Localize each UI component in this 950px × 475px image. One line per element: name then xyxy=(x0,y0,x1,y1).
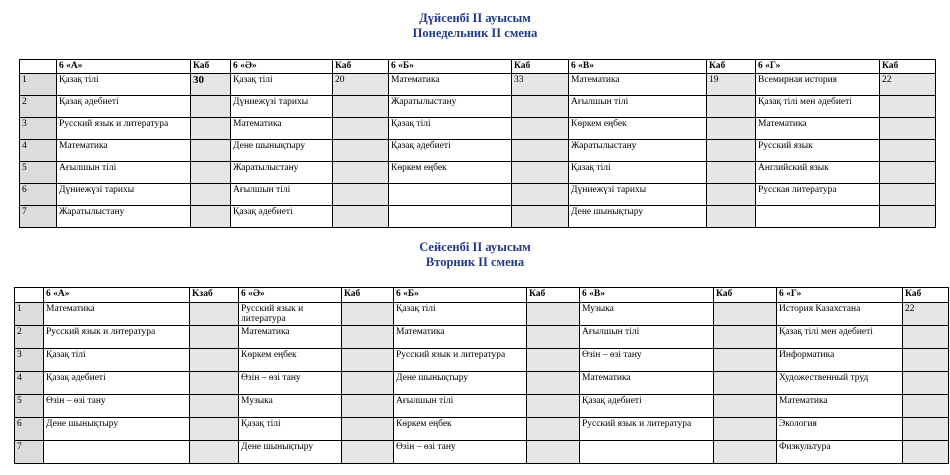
subject-cell: Қазақ тілі xyxy=(389,118,512,140)
header-cell: Kзаб xyxy=(190,288,239,303)
lesson-number: 7 xyxy=(20,206,57,228)
subject-cell: Русский язык и литература xyxy=(44,326,190,349)
subject-cell: Математика xyxy=(580,372,714,395)
subject-cell xyxy=(389,206,512,228)
lesson-number: 7 xyxy=(15,441,44,464)
table-row xyxy=(20,118,936,140)
subject-cell: Математика xyxy=(44,303,190,326)
table-row xyxy=(20,74,936,96)
room-cell xyxy=(512,96,569,118)
header-cell: 6 «А» xyxy=(57,60,191,74)
room-cell xyxy=(714,326,777,349)
subject-cell: Русский язык и литература xyxy=(394,349,527,372)
subject-cell: Математика xyxy=(756,118,880,140)
room-cell xyxy=(707,140,756,162)
room-cell xyxy=(903,418,949,441)
subject-cell: Русский язык и литература xyxy=(57,118,191,140)
subject-cell: Ағылшын тілі xyxy=(569,96,707,118)
subject-cell: Қазақ тілі xyxy=(57,74,191,96)
header-cell: Каб xyxy=(903,288,949,303)
header-cell: Каб xyxy=(880,60,936,74)
room-cell xyxy=(512,140,569,162)
subject-cell: Художественный труд xyxy=(777,372,903,395)
subject-cell: Математика xyxy=(394,326,527,349)
room-cell xyxy=(714,441,777,464)
room-cell xyxy=(191,118,231,140)
subject-cell: Қазақ тілі xyxy=(239,418,342,441)
room-cell xyxy=(714,372,777,395)
table-row xyxy=(15,303,949,326)
header-cell: 6 «Б» xyxy=(394,288,527,303)
room-cell xyxy=(333,162,389,184)
subject-cell: Көркем еңбек xyxy=(394,418,527,441)
subject-cell: Өзін – өзі тану xyxy=(44,395,190,418)
room-cell xyxy=(880,162,936,184)
monday-schedule-table xyxy=(19,59,936,228)
subject-cell: Математика xyxy=(57,140,191,162)
header-cell: 6 «А» xyxy=(44,288,190,303)
room-cell xyxy=(527,349,580,372)
lesson-number: 5 xyxy=(20,162,57,184)
room-cell xyxy=(527,303,580,326)
subject-cell xyxy=(756,206,880,228)
header-cell: 6 «Г» xyxy=(756,60,880,74)
room-cell xyxy=(342,372,394,395)
lesson-number: 3 xyxy=(20,118,57,140)
room-cell xyxy=(903,372,949,395)
subject-cell: История Казахстана xyxy=(777,303,903,326)
room-cell xyxy=(342,418,394,441)
room-cell: 30 xyxy=(191,74,231,96)
subject-cell: Жаратылыстану xyxy=(231,162,333,184)
room-cell xyxy=(333,96,389,118)
room-cell xyxy=(880,206,936,228)
header-cell xyxy=(20,60,57,74)
subject-cell: Қазақ тілі мен әдебиеті xyxy=(756,96,880,118)
monday-title-kz: Дүйсенбі ІІ ауысым xyxy=(419,11,531,25)
room-cell xyxy=(333,206,389,228)
lesson-number: 4 xyxy=(15,372,44,395)
header-cell: Каб xyxy=(512,60,569,74)
header-cell: Каб xyxy=(707,60,756,74)
table-row xyxy=(20,96,936,118)
subject-cell: Экология xyxy=(777,418,903,441)
header-cell: Каб xyxy=(342,288,394,303)
subject-cell: Дүниежүзі тарихы xyxy=(57,184,191,206)
subject-cell: Көркем еңбек xyxy=(569,118,707,140)
subject-cell: Өзін – өзі тану xyxy=(580,349,714,372)
room-cell xyxy=(333,118,389,140)
subject-cell: Қазақ тілі xyxy=(394,303,527,326)
subject-cell: Жаратылыстану xyxy=(389,96,512,118)
subject-cell: Английский язык xyxy=(756,162,880,184)
tuesday-schedule-table xyxy=(14,287,949,464)
room-cell xyxy=(527,326,580,349)
table-row xyxy=(15,372,949,395)
room-cell xyxy=(512,184,569,206)
subject-cell xyxy=(580,441,714,464)
subject-cell: Математика xyxy=(569,74,707,96)
subject-cell: Қазақ әдебиеті xyxy=(231,206,333,228)
subject-cell xyxy=(389,184,512,206)
room-cell xyxy=(191,140,231,162)
subject-cell: Информатика xyxy=(777,349,903,372)
room-cell xyxy=(527,418,580,441)
subject-cell: Қазақ әдебиеті xyxy=(389,140,512,162)
room-cell xyxy=(342,303,394,326)
header-cell: Каб xyxy=(714,288,777,303)
table-row xyxy=(20,206,936,228)
subject-cell: Русский язык и литература xyxy=(580,418,714,441)
header-cell: 6 «Б» xyxy=(389,60,512,74)
room-cell xyxy=(714,303,777,326)
subject-cell: Ағылшын тілі xyxy=(57,162,191,184)
header-cell xyxy=(15,288,44,303)
room-cell xyxy=(191,206,231,228)
room-cell xyxy=(903,395,949,418)
room-cell: 19 xyxy=(707,74,756,96)
subject-cell: Қазақ тілі мен әдебиеті xyxy=(777,326,903,349)
header-cell: 6 «Г» xyxy=(777,288,903,303)
subject-cell xyxy=(44,441,190,464)
room-cell xyxy=(190,418,239,441)
room-cell xyxy=(707,162,756,184)
subject-cell: Математика xyxy=(389,74,512,96)
header-cell: 6 «В» xyxy=(580,288,714,303)
subject-cell: Ағылшын тілі xyxy=(231,184,333,206)
room-cell xyxy=(527,441,580,464)
subject-cell: Көркем еңбек xyxy=(389,162,512,184)
subject-cell: Математика xyxy=(239,326,342,349)
header-row xyxy=(15,288,949,303)
room-cell xyxy=(191,162,231,184)
subject-cell: Қазақ тілі xyxy=(569,162,707,184)
subject-cell: Дене шынықтыру xyxy=(231,140,333,162)
room-cell: 22 xyxy=(880,74,936,96)
room-cell xyxy=(190,441,239,464)
room-cell xyxy=(880,140,936,162)
header-cell: 6 «Ә» xyxy=(231,60,333,74)
room-cell xyxy=(512,206,569,228)
subject-cell: Қазақ әдебиеті xyxy=(44,372,190,395)
room-cell xyxy=(190,349,239,372)
subject-cell: Қазақ тілі xyxy=(231,74,333,96)
subject-cell: Қазақ әдебиеті xyxy=(580,395,714,418)
room-cell xyxy=(707,118,756,140)
tuesday-title-ru: Вторник ІІ смена xyxy=(425,255,525,269)
lesson-number: 3 xyxy=(15,349,44,372)
room-cell xyxy=(190,303,239,326)
subject-cell: Русский язык xyxy=(756,140,880,162)
subject-cell: Музыка xyxy=(239,395,342,418)
room-cell xyxy=(342,395,394,418)
room-cell xyxy=(512,118,569,140)
room-cell xyxy=(342,441,394,464)
subject-cell: Русская литература xyxy=(756,184,880,206)
subject-cell: Жаратылыстану xyxy=(57,206,191,228)
subject-cell: Өзін – өзі тану xyxy=(239,372,342,395)
subject-cell: Дене шынықтыру xyxy=(569,206,707,228)
room-cell xyxy=(512,162,569,184)
room-cell xyxy=(903,326,949,349)
header-cell: 6 «В» xyxy=(569,60,707,74)
room-cell xyxy=(190,372,239,395)
subject-cell: Математика xyxy=(231,118,333,140)
subject-cell: Қазақ тілі xyxy=(44,349,190,372)
lesson-number: 4 xyxy=(20,140,57,162)
room-cell xyxy=(880,118,936,140)
room-cell xyxy=(707,96,756,118)
room-cell xyxy=(190,326,239,349)
room-cell xyxy=(333,140,389,162)
room-cell xyxy=(190,395,239,418)
subject-cell: Дене шынықтыру xyxy=(239,441,342,464)
subject-cell: Дүниежүзі тарихы xyxy=(231,96,333,118)
room-cell xyxy=(714,349,777,372)
room-cell xyxy=(714,418,777,441)
table-row xyxy=(15,349,949,372)
table-row xyxy=(20,162,936,184)
subject-cell: Өзін – өзі тану xyxy=(394,441,527,464)
lesson-number: 1 xyxy=(15,303,44,326)
room-cell xyxy=(333,184,389,206)
room-cell xyxy=(880,184,936,206)
subject-cell: Дене шынықтыру xyxy=(44,418,190,441)
room-cell xyxy=(191,184,231,206)
subject-cell: Математика xyxy=(777,395,903,418)
subject-cell: Всемирная история xyxy=(756,74,880,96)
table-row xyxy=(20,184,936,206)
subject-cell: Ағылшын тілі xyxy=(580,326,714,349)
room-cell xyxy=(707,206,756,228)
room-cell: 20 xyxy=(333,74,389,96)
header-cell: Каб xyxy=(527,288,580,303)
header-cell: Каб xyxy=(333,60,389,74)
room-cell xyxy=(714,395,777,418)
room-cell xyxy=(880,96,936,118)
subject-cell: Көркем еңбек xyxy=(239,349,342,372)
room-cell xyxy=(527,395,580,418)
room-cell xyxy=(342,326,394,349)
room-cell xyxy=(342,349,394,372)
subject-cell: Русский язык и литература xyxy=(239,303,342,326)
room-cell xyxy=(903,441,949,464)
table-row xyxy=(20,140,936,162)
header-row xyxy=(20,60,936,74)
subject-cell: Дүниежүзі тарихы xyxy=(569,184,707,206)
lesson-number: 2 xyxy=(20,96,57,118)
table-row xyxy=(15,418,949,441)
lesson-number: 6 xyxy=(20,184,57,206)
room-cell: 22 xyxy=(903,303,949,326)
lesson-number: 2 xyxy=(15,326,44,349)
table-row xyxy=(15,441,949,464)
subject-cell: Музыка xyxy=(580,303,714,326)
lesson-number: 1 xyxy=(20,74,57,96)
room-cell xyxy=(191,96,231,118)
subject-cell: Ағылшын тілі xyxy=(394,395,527,418)
room-cell: 33 xyxy=(512,74,569,96)
lesson-number: 5 xyxy=(15,395,44,418)
subject-cell: Дене шынықтыру xyxy=(394,372,527,395)
header-cell: Каб xyxy=(191,60,231,74)
subject-cell: Жаратылыстану xyxy=(569,140,707,162)
room-cell xyxy=(903,349,949,372)
subject-cell: Физкультура xyxy=(777,441,903,464)
header-cell: 6 «Ә» xyxy=(239,288,342,303)
lesson-number: 6 xyxy=(15,418,44,441)
room-cell xyxy=(707,184,756,206)
table-row xyxy=(15,395,949,418)
room-cell xyxy=(527,372,580,395)
table-row xyxy=(15,326,949,349)
monday-title-ru: Понедельник ІІ смена xyxy=(412,26,538,40)
tuesday-title-kz: Сейсенбі ІІ ауысым xyxy=(419,240,531,254)
subject-cell: Қазақ әдебиеті xyxy=(57,96,191,118)
